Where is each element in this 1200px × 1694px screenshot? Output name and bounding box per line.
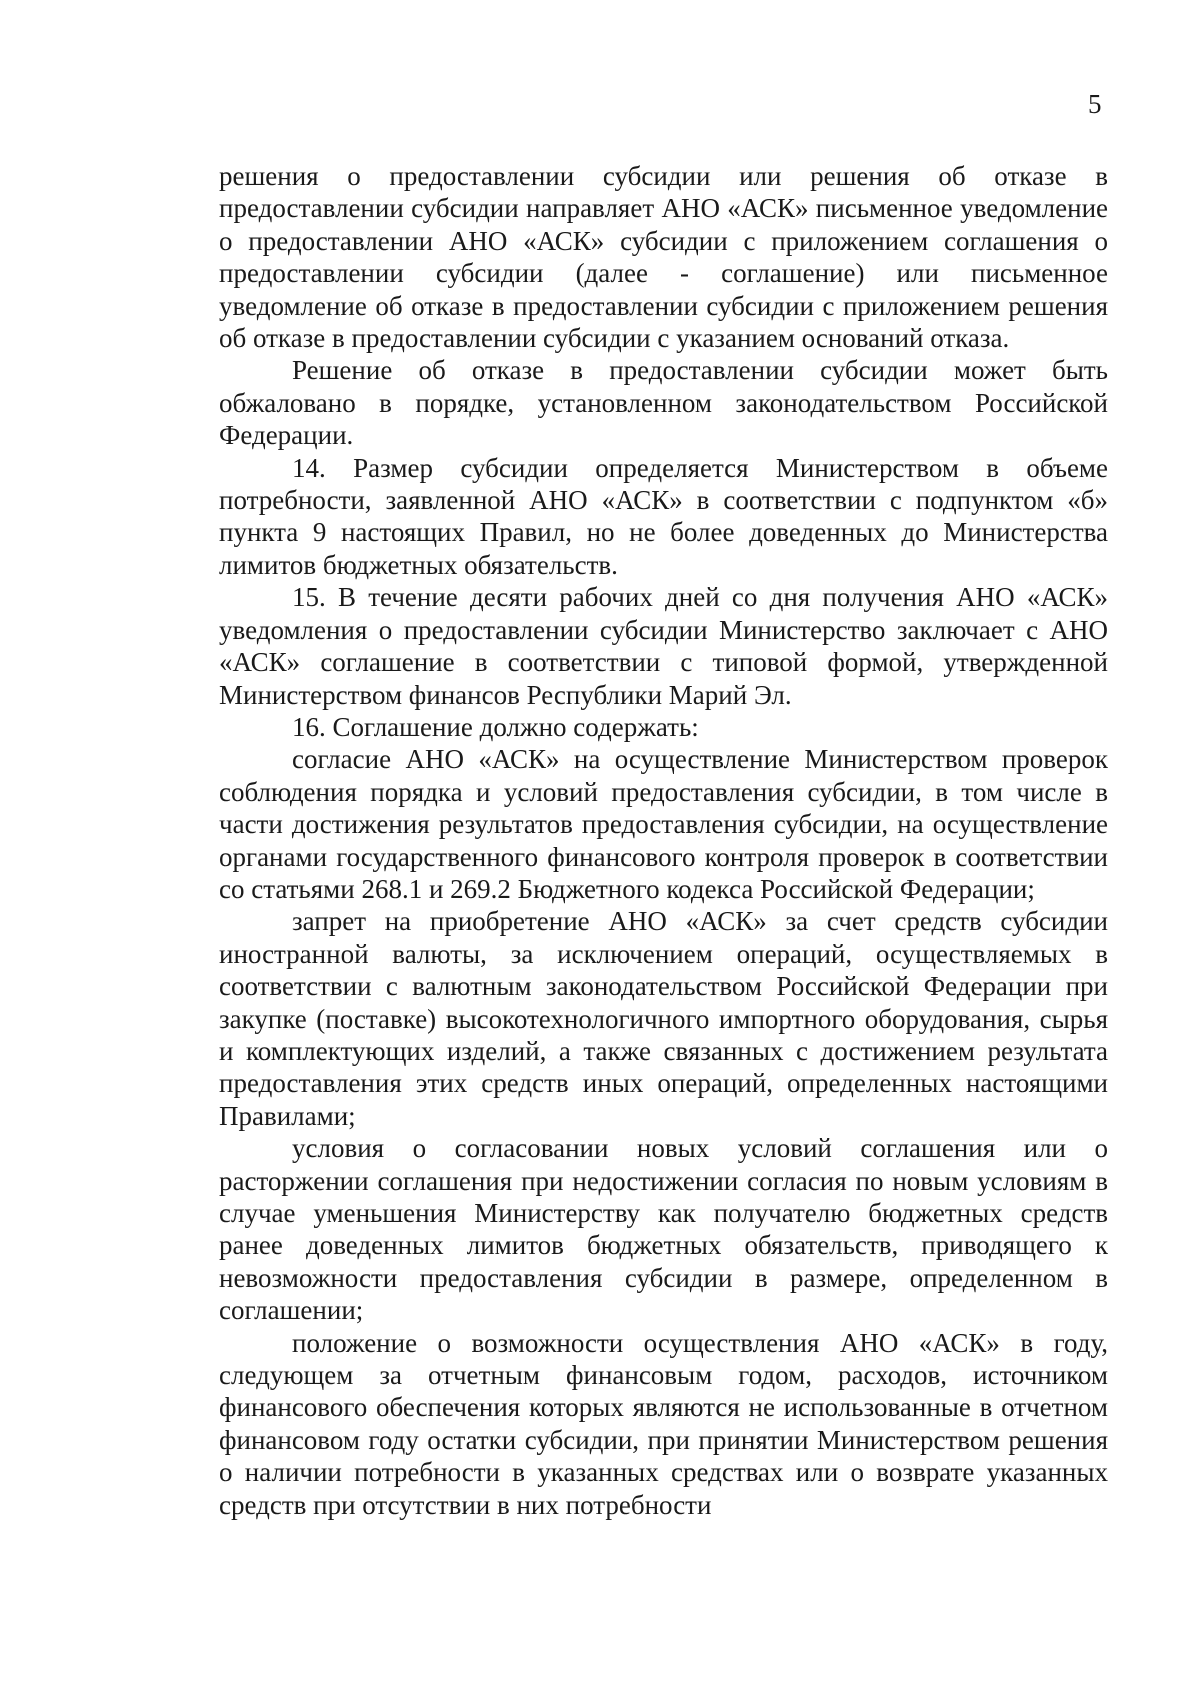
paragraph-consent: согласие АНО «АСК» на осуществление Министерством проверок соблюдения порядка и условий предоставления субсидии, в том числе в части достижения результатов предоставления субсидии, на осуществление органами государственного финансового контроля проверок в соответствии со статьями 268.1 и 269.2 Бюджетного кодекса Российской Федерации;	[219, 744, 1108, 904]
paragraph-15: 15. В течение десяти рабочих дней со дня получения АНО «АСК» уведомления о предоставлении субсидии Министерство заключает с АНО «АСК» соглашение в соответствии с типовой формой, утвержденной Министерством финансов Республики Марий Эл.	[219, 582, 1108, 710]
paragraph-appeal: Решение об отказе в предоставлении субсидии может быть обжаловано в порядке, установленном законодательством Российской Федерации.	[219, 355, 1108, 451]
paragraph-16: 16. Соглашение должно содержать:	[292, 711, 699, 742]
page-number: 5	[1088, 89, 1102, 119]
paragraph-prohibition: запрет на приобретение АНО «АСК» за счет средств субсидии иностранной валюты, за исключением операций, осуществляемых в соответствии с валютным законодательством Российской Федерации при закупке (поставке) высокотехнологичного импортного оборудования, сырья и комплектующих изделий, а также связанных с достижением результата предоставления этих средств иных операций, определенных настоящими Правилами;	[219, 906, 1108, 1131]
paragraph-14: 14. Размер субсидии определяется Министерством в объеме потребности, заявленной АНО «АСК» в соответствии с подпунктом «б» пункта 9 настоящих Правил, но не более доведенных до Министерства лимитов бюджетных обязательств.	[219, 452, 1108, 580]
paragraph-continuation: решения о предоставлении субсидии или решения об отказе в предоставлении субсидии направляет АНО «АСК» письменное уведомление о предоставлении АНО «АСК» субсидии с приложением соглашения о предоставлении субсидии (далее - соглашение) или письменное уведомление об отказе в предоставлении субсидии с приложением решения об отказе в предоставлении субсидии с указанием оснований отказа.	[219, 161, 1108, 354]
paragraph-provision: положение о возможности осуществления АНО «АСК» в году, следующем за отчетным финансовым годом, расходов, источником финансового обеспечения которых являются не использованные в отчетном финансовом году остатки субсидии, при принятии Министерством решения о наличии потребности в указанных средствах или о возврате указанных средств при отсутствии в них потребности	[219, 1327, 1108, 1520]
paragraph-conditions: условия о согласовании новых условий соглашения или о расторжении соглашения при недостижении согласия по новым условиям в случае уменьшения Министерству как получателю бюджетных средств ранее доведенных лимитов бюджетных обязательств, приводящего к невозможности предоставления субсидии в размере, определенном в соглашении;	[219, 1133, 1108, 1326]
document-body	[219, 160, 1108, 1521]
